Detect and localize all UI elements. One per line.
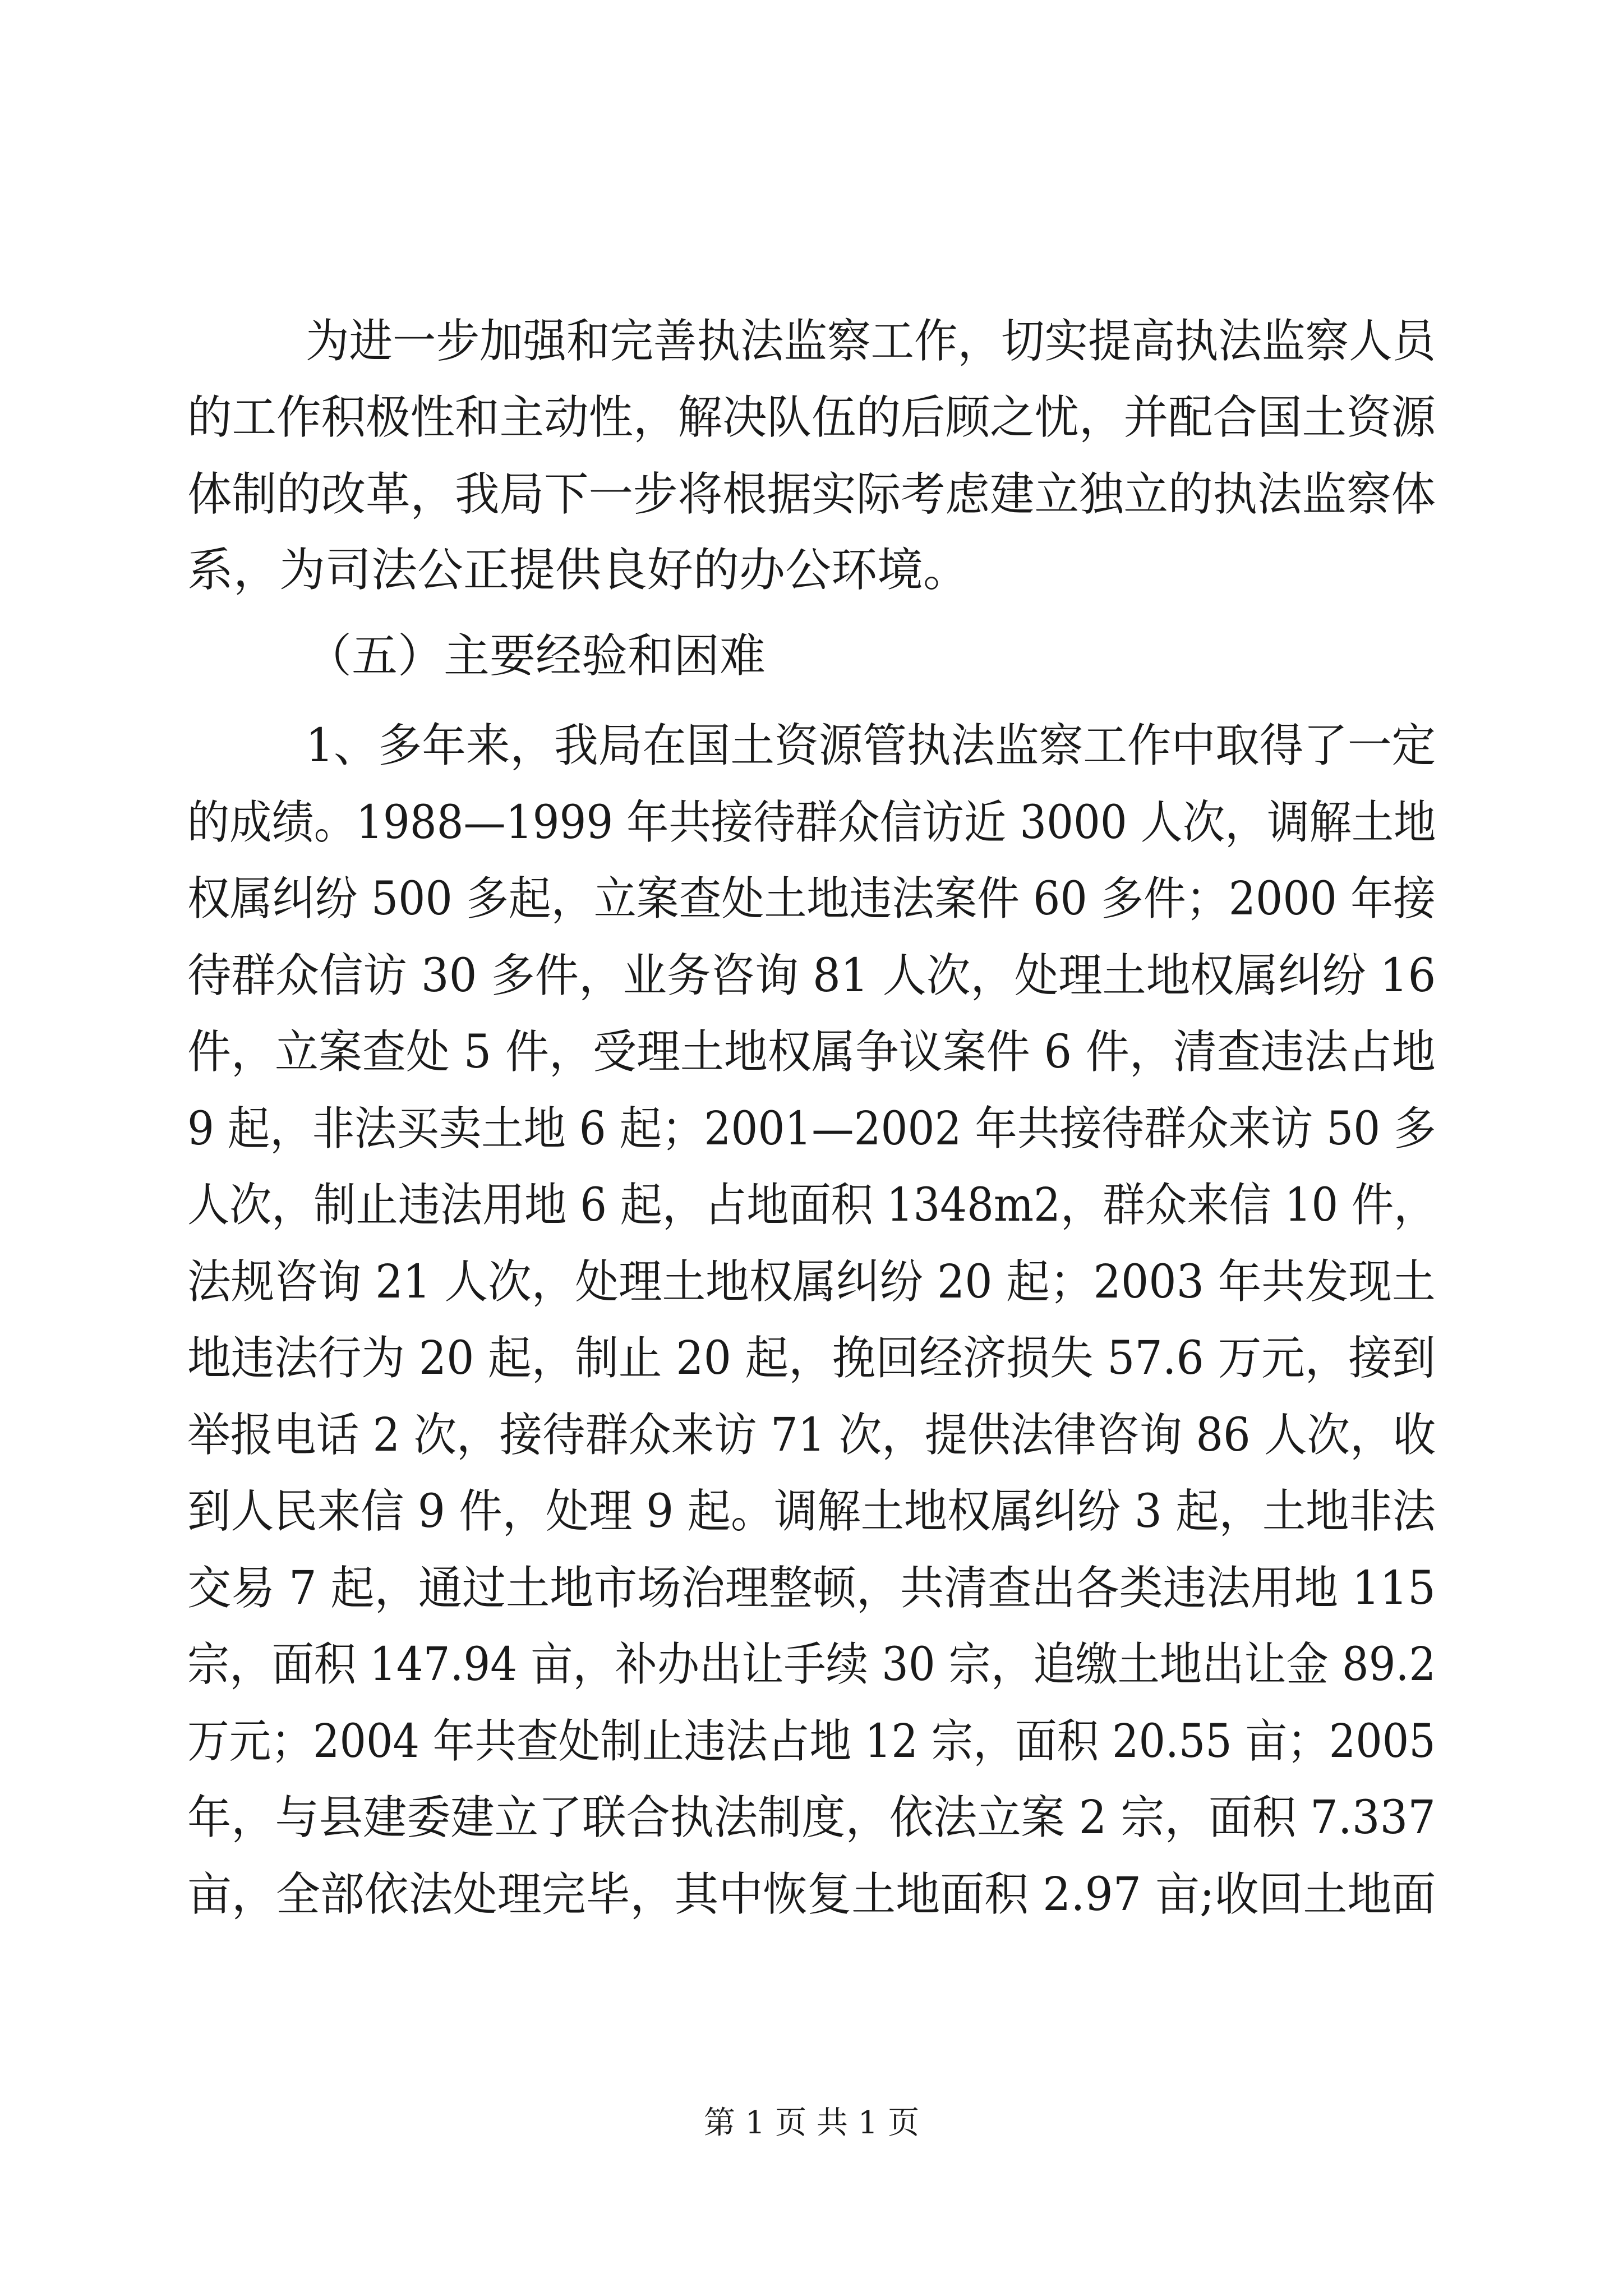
line-text: 为进一步加强和完善执法监察工作，切实提高执法监察人员 — [306, 315, 1436, 368]
paragraph-line — [0, 1626, 1623, 1704]
line-text: （五）主要经验和困难 — [306, 629, 766, 683]
line-text: 举报电话 2 次，接待群众来访 71 次，提供法律咨询 86 人次，收 — [187, 1409, 1436, 1462]
line-text: 宗，面积 147.94 亩，补办出让手续 30 宗，追缴土地出让金 89.2 — [187, 1638, 1436, 1691]
paragraph-line — [0, 1549, 1623, 1628]
line-text: 的工作积极性和主动性，解决队伍的后顾之忧，并配合国土资源 — [187, 391, 1436, 444]
line-text: 体制的改革，我局下一步将根据实际考虑建立独立的执法监察体 — [187, 468, 1436, 521]
paragraph-line — [0, 1013, 1623, 1092]
line-text: 权属纠纷 500 多起，立案查处土地违法案件 60 多件；2000 年接 — [187, 872, 1436, 926]
line-text: 待群众信访 30 多件，业务咨询 81 人次，处理土地权属纠纷 16 — [187, 949, 1436, 1002]
line-text: 人次，制止违法用地 6 起，占地面积 1348m2，群众来信 10 件， — [187, 1179, 1436, 1232]
line-text: 系，为司法公正提供良好的办公环境。 — [187, 544, 970, 597]
line-text: 9 起，非法买卖土地 6 起；2001—2002 年共接待群众来访 50 多 — [187, 1102, 1436, 1156]
paragraph-line — [0, 1779, 1623, 1857]
paragraph-line — [0, 937, 1623, 1015]
paragraph-line — [0, 379, 1623, 457]
paragraph-line — [0, 707, 1623, 785]
paragraph-line — [0, 531, 1623, 610]
line-text: 万元；2004 年共查处制止违法占地 12 宗，面积 20.55 亩；2005 — [187, 1715, 1436, 1768]
line-text: 年，与县建委建立了联合执法制度，依法立案 2 宗，面积 7.337 — [187, 1791, 1436, 1844]
paragraph-line — [0, 1473, 1623, 1551]
page-footer: 第 1 页 共 1 页 — [703, 2105, 920, 2141]
line-text: 1、多年来，我局在国土资源管执法监察工作中取得了一定 — [306, 719, 1436, 772]
line-text: 到人民来信 9 件，处理 9 起。调解土地权属纠纷 3 起，土地非法 — [187, 1485, 1436, 1538]
paragraph-line — [0, 1703, 1623, 1781]
paragraph-line — [0, 784, 1623, 862]
paragraph-line — [0, 1166, 1623, 1245]
line-text: 法规咨询 21 人次，处理土地权属纠纷 20 起；2003 年共发现土 — [187, 1255, 1436, 1309]
paragraph-line — [0, 860, 1623, 938]
paragraph-line — [0, 1243, 1623, 1322]
section-heading — [0, 617, 1623, 696]
paragraph-line — [0, 302, 1623, 381]
paragraph-line — [0, 1856, 1623, 1934]
paragraph-line — [0, 1319, 1623, 1398]
line-text: 亩，全部依法处理完毕，其中恢复土地面积 2.97 亩;收回土地面 — [187, 1868, 1436, 1921]
line-text: 件，立案查处 5 件，受理土地权属争议案件 6 件，清查违法占地 — [187, 1025, 1436, 1079]
paragraph-line — [0, 455, 1623, 534]
line-text: 地违法行为 20 起，制止 20 起，挽回经济损失 57.6 万元，接到 — [187, 1332, 1436, 1385]
line-text: 交易 7 起，通过土地市场治理整顿，共清查出各类违法用地 115 — [187, 1562, 1436, 1615]
line-text: 的成绩。1988—1999 年共接待群众信访近 3000 人次，调解土地 — [187, 796, 1436, 849]
paragraph-line — [0, 1090, 1623, 1168]
paragraph-line — [0, 1396, 1623, 1475]
